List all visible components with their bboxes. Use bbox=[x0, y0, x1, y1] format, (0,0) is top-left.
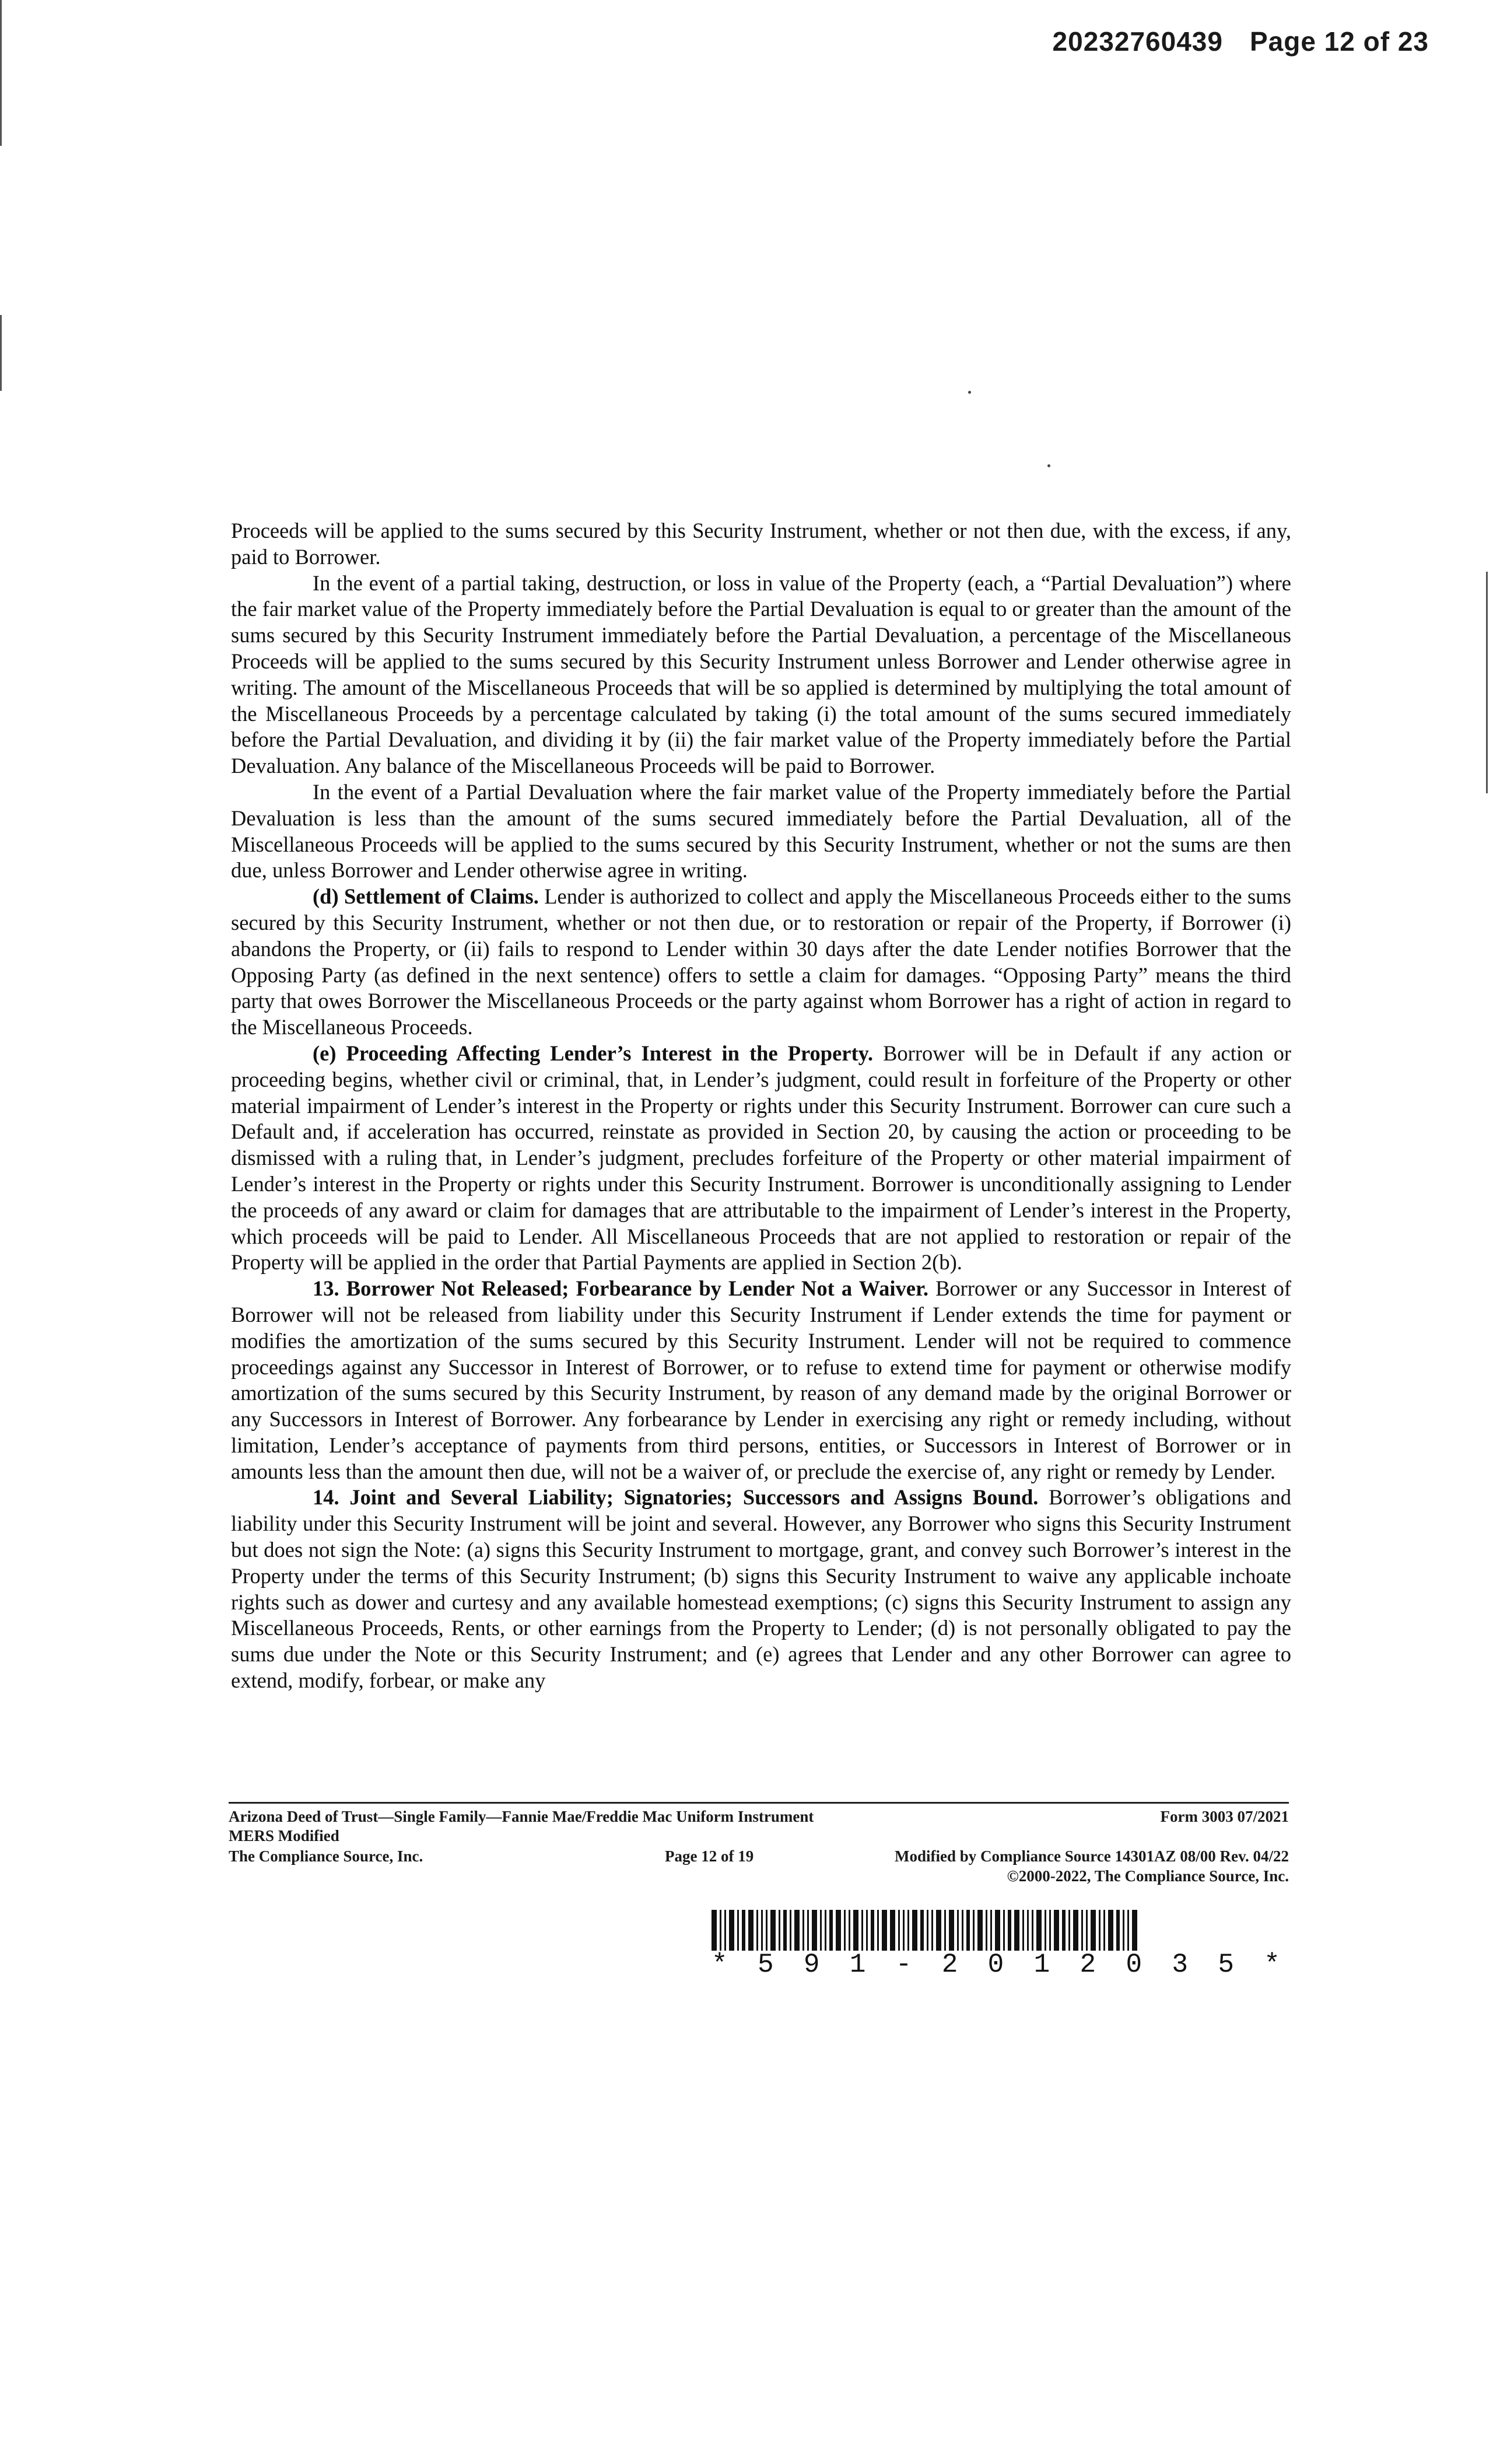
barcode-bar bbox=[779, 1910, 780, 1951]
section-heading: 14. Joint and Several Liability; Signatories; Successors and Assigns Bound. bbox=[313, 1485, 1039, 1510]
barcode-bar bbox=[1049, 1910, 1051, 1951]
barcode bbox=[712, 1910, 1280, 1951]
barcode-bar bbox=[1127, 1910, 1129, 1951]
barcode-bar bbox=[861, 1910, 863, 1951]
form-number: Form 3003 07/2021 bbox=[1160, 1808, 1289, 1825]
modified-by: Modified by Compliance Source 14301AZ 08/00 Rev. 04/22 bbox=[894, 1847, 1289, 1865]
barcode-bar bbox=[825, 1910, 826, 1951]
barcode-bar bbox=[903, 1910, 905, 1951]
scan-edge-mark bbox=[0, 0, 2, 146]
barcode-bar bbox=[995, 1910, 1000, 1951]
barcode-char: 5 bbox=[757, 1950, 774, 1980]
barcode-bar bbox=[849, 1910, 850, 1951]
section-text: Borrower or any Successor in Interest of Borrower will not be released from liability under this Security Instrument if Lender extends the time for payment or modifies the amortization of the sums secured by this Security Instrument. Lender will not be required to commence proceedings against any Successor in Interest of Borrower, or to refuse to extend time for payment or otherwise modify amortization of the sums secured by this Security Instrument, by reason of any demand made by the original Borrower or any Successors in Interest of Borrower. Any forbearance by Lender in exercising any right or remedy including, without limitation, Lender’s acceptance of payments from third persons, entities, or Successors in Interest of Borrower or in amounts less than the amount then due, will not be a waiver of, or preclude the exercise of, any right or remedy by Lender. bbox=[231, 1276, 1292, 1483]
barcode-text bbox=[712, 1950, 1280, 1980]
form-title: Arizona Deed of Trust—Single Family—Fannie Mae/Freddie Mac Uniform Instrument bbox=[229, 1808, 814, 1825]
barcode-bar bbox=[931, 1910, 933, 1951]
mers-label: MERS Modified bbox=[229, 1827, 339, 1845]
barcode-bar bbox=[890, 1910, 895, 1951]
barcode-bar bbox=[1022, 1910, 1024, 1951]
barcode-bar bbox=[742, 1910, 745, 1951]
section-heading: (d) Settlement of Claims. bbox=[313, 884, 539, 909]
barcode-bar bbox=[737, 1910, 739, 1951]
paragraph: In the event of a partial taking, destruction, or loss in value of the Property (each, a “Partial Devaluation”) where the fair market value of the Property immediately before the Partial Devaluation is equal to or greater than the amount of the sums secured by this Security Instrument immediately before the Partial Devaluation, a percentage of the Miscellaneous Proceeds will be applied to the sums secured by this Security Instrument unless Borrower and Lender otherwise agree in writing. The amount of the Miscellaneous Proceeds that will be so applied is determined by multiplying the total amount of the Miscellaneous Proceeds by a percentage calculated by taking (i) the total amount of the sums secured immediately before the Partial Devaluation, and dividing it by (ii) the fair market value of the Property immediately before the Partial Devaluation. Any balance of the Miscellaneous Proceeds will be paid to Borrower. bbox=[231, 570, 1291, 778]
barcode-bar bbox=[920, 1910, 924, 1951]
barcode-bar bbox=[794, 1910, 800, 1951]
barcode-bar bbox=[966, 1910, 970, 1951]
barcode-char: 1 bbox=[1033, 1950, 1050, 1980]
barcode-char: 2 bbox=[941, 1950, 958, 1980]
barcode-char: - bbox=[895, 1950, 912, 1980]
barcode-bar bbox=[712, 1910, 717, 1951]
barcode-bar bbox=[907, 1910, 909, 1951]
barcode-bar bbox=[866, 1910, 868, 1951]
scan-speck bbox=[968, 391, 971, 394]
barcode-bar bbox=[756, 1910, 758, 1951]
barcode-char: 9 bbox=[803, 1950, 820, 1980]
barcode-bar bbox=[1054, 1910, 1059, 1951]
section-settlement-of-claims bbox=[231, 884, 1291, 1041]
section-14-joint-several-liability bbox=[231, 1485, 1291, 1693]
barcode-bar bbox=[844, 1910, 846, 1951]
company-name: The Compliance Source, Inc. bbox=[229, 1847, 423, 1865]
barcode-bar bbox=[1003, 1910, 1005, 1951]
barcode-bar bbox=[790, 1910, 791, 1951]
barcode-char: 1 bbox=[849, 1950, 866, 1980]
barcode-bar bbox=[990, 1910, 992, 1951]
barcode-char: 2 bbox=[1080, 1950, 1096, 1980]
form-page-number: Page 12 of 19 bbox=[665, 1847, 754, 1865]
section-text: Borrower’s obligations and liability under this Security Instrument will be joint and several. However, any Borrower who signs this Security Instrument but does not sign the Note: (a) signs this Security Instrument to mortgage, grant, and convey such Borrower’s interest in the Property under the terms of this Security Instrument; (b) signs this Security Instrument to waive any applicable inchoate rights such as dower and curtesy and any available homestead exemptions; (c) signs this Security Instrument to assign any Miscellaneous Proceeds, Rents, or other earnings from the Property to Lender; (d) is not personally obligated to pay the sums due under the Note or this Security Instrument; and (e) agrees that Lender and any other Borrower can agree to extend, modify, forbear, or make any bbox=[231, 1485, 1291, 1693]
barcode-bar bbox=[802, 1910, 804, 1951]
barcode-char: * bbox=[1264, 1950, 1280, 1980]
barcode-bar bbox=[748, 1910, 753, 1951]
barcode-bar bbox=[820, 1910, 822, 1951]
paragraph: Proceeds will be applied to the sums secured by this Security Instrument, whether or not then due, with the excess, if any, paid to Borrower. bbox=[231, 519, 1291, 569]
barcode-bar bbox=[1108, 1910, 1113, 1951]
barcode-bar bbox=[949, 1910, 954, 1951]
scan-speck bbox=[1047, 464, 1050, 467]
document-number: 20232760439 bbox=[1052, 26, 1223, 57]
barcode-bar bbox=[871, 1910, 874, 1951]
barcode-bar bbox=[1045, 1910, 1046, 1951]
document-body bbox=[231, 518, 1291, 1694]
barcode-bar bbox=[1081, 1910, 1083, 1951]
barcode-bar bbox=[729, 1910, 734, 1951]
recording-header bbox=[1053, 26, 1429, 57]
barcode-bar bbox=[1027, 1910, 1029, 1951]
barcode-bar bbox=[912, 1910, 917, 1951]
barcode-bar bbox=[973, 1910, 975, 1951]
recording-page-number: Page 12 of 23 bbox=[1249, 26, 1429, 57]
barcode-bar bbox=[770, 1910, 776, 1951]
barcode-bar bbox=[783, 1910, 787, 1951]
barcode-bar bbox=[1062, 1910, 1066, 1951]
barcode-bar bbox=[1086, 1910, 1088, 1951]
barcode-bar bbox=[1032, 1910, 1033, 1951]
barcode-bar bbox=[898, 1910, 900, 1951]
barcode-bar bbox=[1132, 1910, 1137, 1951]
section-text: Lender is authorized to collect and apply the Miscellaneous Proceeds either to the sums secured by this Security Instrument, whether or not then due, or to restoration or repair of the Property, if Borrower (i) abandons the Property, or (ii) fails to respond to Lender within 30 days after the date Lender notifies Borrower that the Opposing Party (as defined in the next sentence) offers to settle a claim for damages. “Opposing Party” means the third party that owes Borrower the Miscellaneous Proceeds or the party against whom Borrower has a right of action in regard to the Miscellaneous Proceeds. bbox=[231, 884, 1292, 1040]
barcode-bar bbox=[1073, 1910, 1078, 1951]
barcode-bar bbox=[807, 1910, 809, 1951]
barcode-bar bbox=[957, 1910, 959, 1951]
barcode-bar bbox=[1123, 1910, 1124, 1951]
barcode-bar bbox=[927, 1910, 928, 1951]
paragraph: In the event of a Partial Devaluation where the fair market value of the Property immediately before the Partial Devaluation is less than the amount of the sums secured immediately before the Partial Devaluation, all of the Miscellaneous Proceeds will be applied to the sums secured by this Security Instrument, whether or not the sums are then due, unless Borrower and Lender otherwise agree in writing. bbox=[231, 779, 1291, 883]
copyright: ©2000-2022, The Compliance Source, Inc. bbox=[1007, 1867, 1289, 1885]
barcode-bar bbox=[877, 1910, 879, 1951]
section-text: Borrower will be in Default if any action or proceeding begins, whether civil or criminal, that, in Lender’s judgment, could result in forfeiture of the Property or other material impairment of Lender’s interest in the Property or rights under this Security Instrument. Borrower can cure such a Default and, if acceleration has occurred, reinstate as provided in Section 20, by causing the action or proceeding to be dismissed with a ruling that, in Lender’s judgment, precludes forfeiture of the Property or other material impairment of Lender’s interest in the Property or rights under this Security Instrument. Borrower is unconditionally assigning to Lender the proceeds of any award or claim for damages that are attributable to the impairment of Lender’s interest in the Property, which proceeds will be paid to Lender. All Miscellaneous Proceeds that are not applied to restoration or repair of the Property will be applied in the order that Partial Payments are applied in Section 2(b). bbox=[231, 1041, 1291, 1275]
barcode-bar bbox=[1036, 1910, 1042, 1951]
barcode-bar bbox=[882, 1910, 887, 1951]
barcode-bar bbox=[761, 1910, 763, 1951]
barcode-bar bbox=[936, 1910, 941, 1951]
barcode-char: 3 bbox=[1172, 1950, 1188, 1980]
barcode-char: 0 bbox=[987, 1950, 1004, 1980]
section-heading: 13. Borrower Not Released; Forbearance by Lender Not a Waiver. bbox=[313, 1276, 928, 1301]
barcode-bar bbox=[944, 1910, 946, 1951]
barcode-bar bbox=[1103, 1910, 1105, 1951]
section-heading: (e) Proceeding Affecting Lender’s Interest in the Property. bbox=[313, 1041, 874, 1065]
barcode-bar bbox=[1116, 1910, 1120, 1951]
barcode-char: * bbox=[712, 1950, 728, 1980]
barcode-bar bbox=[812, 1910, 817, 1951]
section-13-borrower-not-released bbox=[231, 1276, 1291, 1485]
barcode-bar bbox=[1091, 1910, 1096, 1951]
footer-divider bbox=[229, 1802, 1289, 1804]
barcode-char: 0 bbox=[1126, 1950, 1142, 1980]
barcode-bar bbox=[853, 1910, 858, 1951]
barcode-bar bbox=[1068, 1910, 1070, 1951]
barcode-bar bbox=[766, 1910, 767, 1951]
barcode-bar bbox=[1014, 1910, 1019, 1951]
barcode-bar bbox=[720, 1910, 721, 1951]
barcode-bar bbox=[829, 1910, 833, 1951]
section-proceeding-affecting-interest bbox=[231, 1041, 1291, 1276]
scan-edge-mark bbox=[0, 315, 2, 391]
barcode-bar bbox=[977, 1910, 983, 1951]
barcode-bar bbox=[986, 1910, 987, 1951]
barcode-bar bbox=[836, 1910, 841, 1951]
barcode-bar bbox=[724, 1910, 726, 1951]
barcode-char: 5 bbox=[1218, 1950, 1234, 1980]
barcode-bar bbox=[1099, 1910, 1101, 1951]
barcode-bar bbox=[962, 1910, 963, 1951]
barcode-bar bbox=[1008, 1910, 1011, 1951]
scan-edge-mark bbox=[1486, 572, 1488, 793]
